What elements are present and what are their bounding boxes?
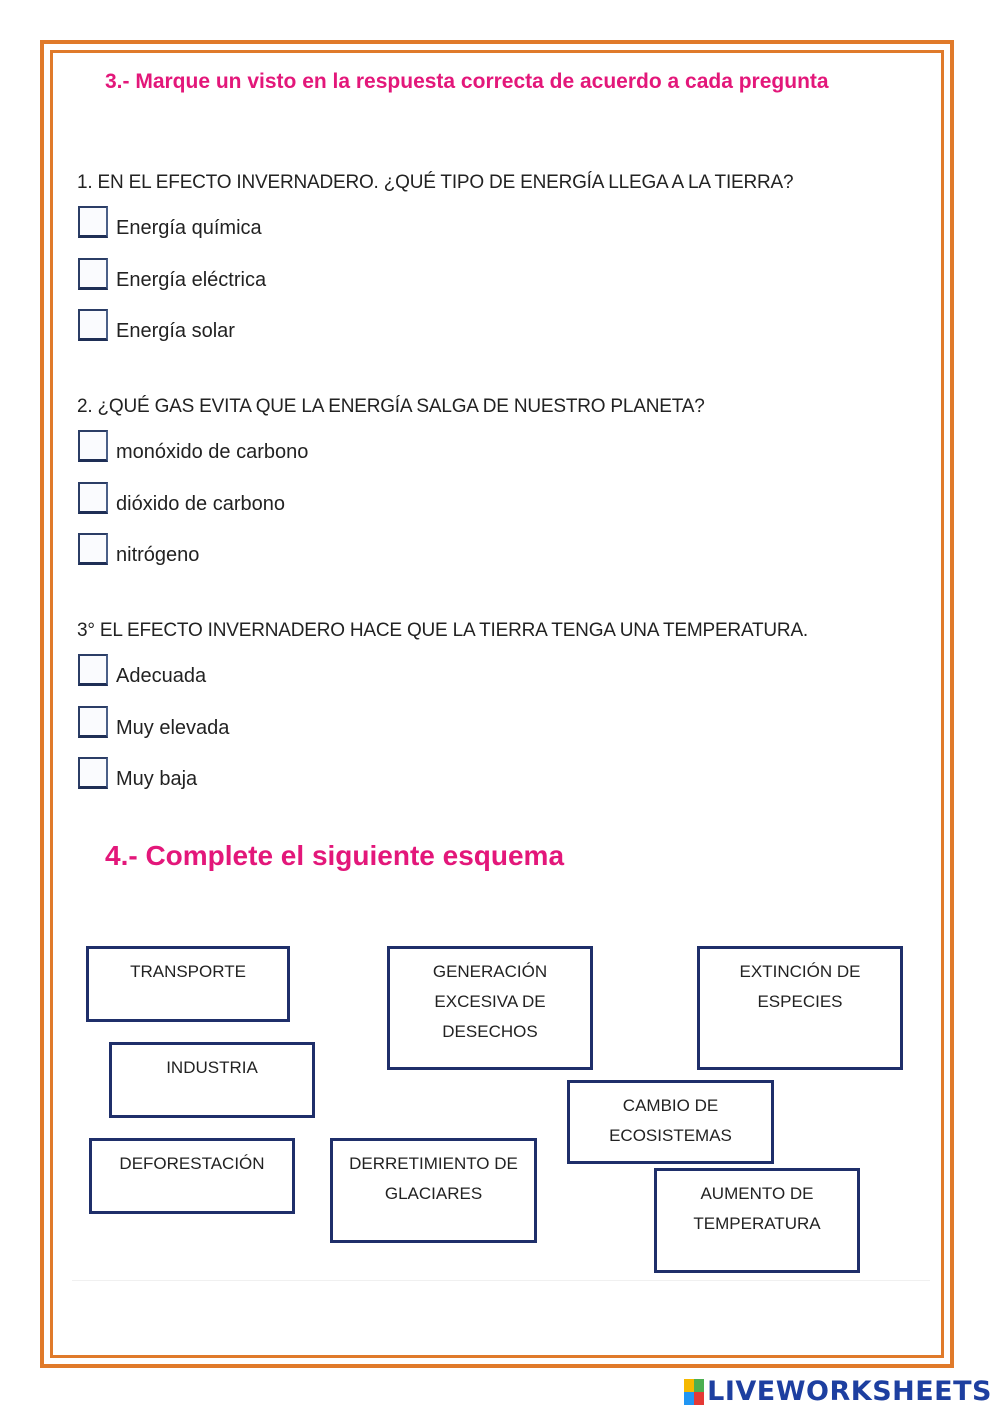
question-3: 3° EL EFECTO INVERNADERO HACE QUE LA TIERRA TENGA UNA TEMPERATURA. xyxy=(77,620,809,641)
question-1: 1. EN EL EFECTO INVERNADERO. ¿QUÉ TIPO DE ENERGÍA LLEGA A LA TIERRA? xyxy=(77,172,794,193)
option-label: Energía química xyxy=(116,216,262,239)
card-line: DEFORESTACIÓN xyxy=(119,1154,265,1173)
option-label: Adecuada xyxy=(116,664,207,687)
q3-option-3[interactable] xyxy=(78,756,197,790)
q2-option-1[interactable] xyxy=(78,429,308,463)
option-label: nitrógeno xyxy=(116,543,200,566)
section-3-title: 3.- Marque un visto en la respuesta correcta de acuerdo a cada pregunta xyxy=(105,70,829,93)
card-line: GENERACIÓN xyxy=(432,962,548,981)
card-line: ECOSISTEMAS xyxy=(609,1126,732,1145)
logo-square xyxy=(694,1392,704,1405)
logo-square xyxy=(694,1379,704,1392)
checkbox[interactable] xyxy=(78,309,108,341)
card-cambio-ecosistemas[interactable] xyxy=(567,1080,774,1164)
q1-option-3[interactable] xyxy=(78,308,235,342)
card-line: ESPECIES xyxy=(757,992,843,1011)
card-line: EXCESIVA DE xyxy=(434,992,546,1011)
option-label: Muy baja xyxy=(116,767,198,790)
checkbox[interactable] xyxy=(78,206,108,238)
card-line: INDUSTRIA xyxy=(166,1058,258,1077)
checkbox[interactable] xyxy=(78,482,108,514)
q2-option-2[interactable] xyxy=(78,481,285,515)
card-line: CAMBIO DE xyxy=(622,1096,719,1115)
q3-option-1[interactable] xyxy=(78,653,206,687)
card-line: DERRETIMIENTO DE xyxy=(349,1154,518,1173)
card-deforestacion[interactable] xyxy=(89,1138,295,1214)
option-label: Energía solar xyxy=(116,319,235,342)
q2-option-3[interactable] xyxy=(78,532,199,566)
card-generacion-desechos[interactable] xyxy=(387,946,593,1070)
liveworksheets-logo-icon xyxy=(684,1379,704,1405)
card-extincion-especies[interactable] xyxy=(697,946,903,1070)
card-line: AUMENTO DE xyxy=(700,1184,814,1203)
checkbox[interactable] xyxy=(78,430,108,462)
section-4-title: 4.- Complete el siguiente esquema xyxy=(105,840,565,871)
q1-option-1[interactable] xyxy=(78,205,262,239)
question-2: 2. ¿QUÉ GAS EVITA QUE LA ENERGÍA SALGA DE NUESTRO PLANETA? xyxy=(77,396,705,417)
card-line: TEMPERATURA xyxy=(693,1214,821,1233)
option-label: monóxido de carbono xyxy=(116,440,309,463)
card-industria[interactable] xyxy=(109,1042,315,1118)
logo-square xyxy=(684,1379,694,1392)
checkbox[interactable] xyxy=(78,757,108,789)
brand-name: LIVEWORKSHEETS xyxy=(707,1376,992,1407)
option-label: Muy elevada xyxy=(116,716,230,739)
card-derretimiento-glaciares[interactable] xyxy=(330,1138,537,1243)
card-transporte[interactable] xyxy=(86,946,290,1022)
liveworksheets-brand xyxy=(684,1376,992,1407)
option-label: Energía eléctrica xyxy=(116,268,267,291)
card-line: EXTINCIÓN DE xyxy=(739,962,861,981)
checkbox[interactable] xyxy=(78,258,108,290)
logo-square xyxy=(684,1392,694,1405)
checkbox[interactable] xyxy=(78,654,108,686)
card-aumento-temperatura[interactable] xyxy=(654,1168,860,1273)
checkbox[interactable] xyxy=(78,533,108,565)
checkbox[interactable] xyxy=(78,706,108,738)
card-line: GLACIARES xyxy=(384,1184,483,1203)
card-line: DESECHOS xyxy=(442,1022,538,1041)
q1-option-2[interactable] xyxy=(78,257,266,291)
option-label: dióxido de carbono xyxy=(116,492,286,515)
card-line: TRANSPORTE xyxy=(130,962,246,981)
q3-option-2[interactable] xyxy=(78,705,229,739)
